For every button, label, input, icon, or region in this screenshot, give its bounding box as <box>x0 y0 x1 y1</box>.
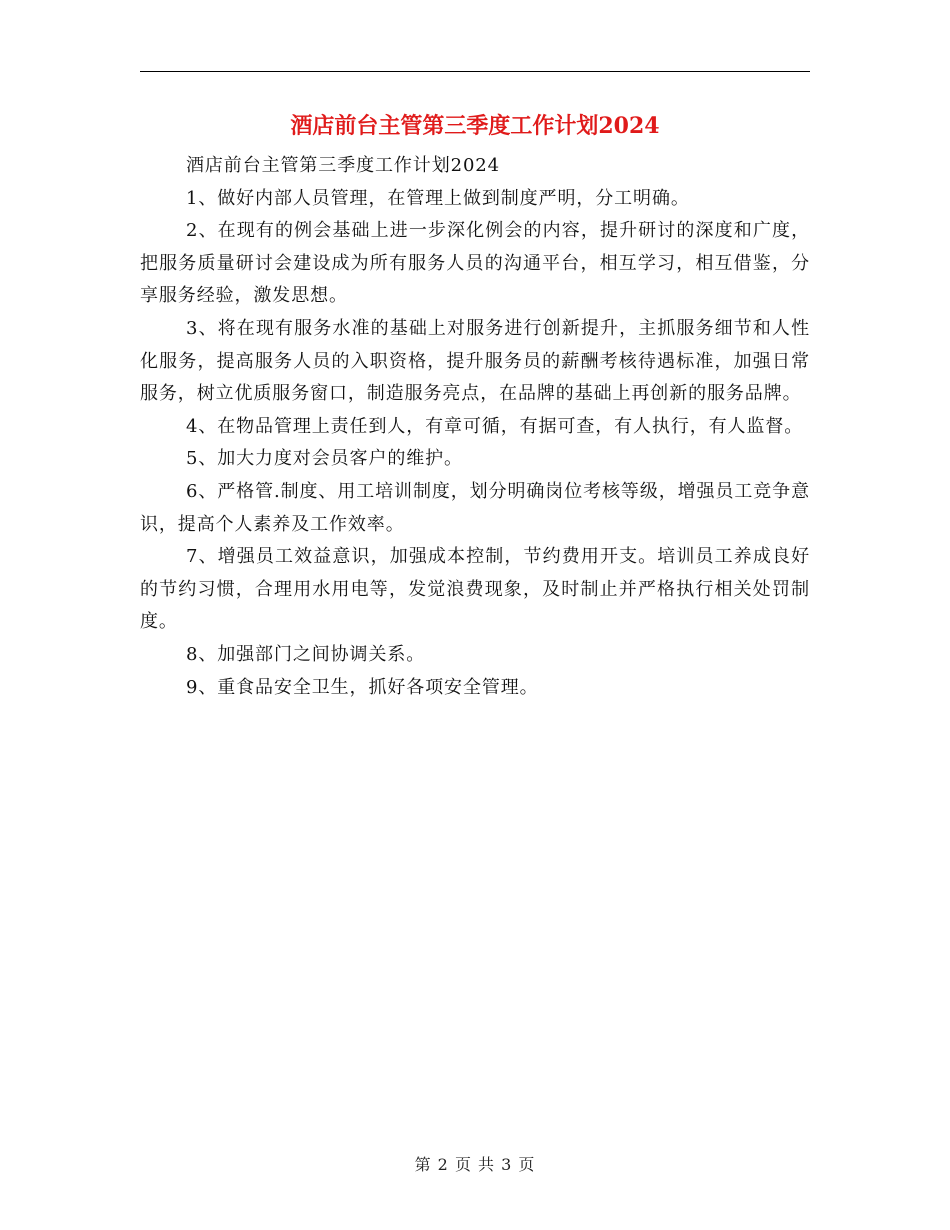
page-number-footer: 第 2 页 共 3 页 <box>414 1155 536 1174</box>
paragraph-9: 9、重食品安全卫生，抓好各项安全管理。 <box>186 676 539 698</box>
document-title: 酒店前台主管第三季度工作计划2024 <box>290 113 660 139</box>
paragraph-5: 5、加大力度对会员客户的维护。 <box>186 448 463 470</box>
document-body <box>140 150 810 704</box>
subtitle-paragraph: 酒店前台主管第三季度工作计划2024 <box>186 155 501 176</box>
header-rule <box>140 71 810 72</box>
paragraph-2: 2、在现有的例会基础上进一步深化例会的内容，提升研讨的深度和广度，把服务质量研讨会建设成为所有服务人员的沟通平台，相互学习，相互借鉴，分享服务经验，激发思想。 <box>140 220 810 307</box>
paragraph-1: 1、做好内部人员管理，在管理上做到制度严明，分工明确。 <box>186 187 690 209</box>
paragraph-7: 7、增强员工效益意识，加强成本控制，节约费用开支。培训员工养成良好的节约习惯，合理用水用电等，发觉浪费现象，及时制止并严格执行相关处罚制度。 <box>140 546 810 633</box>
paragraph-6: 6、严格管.制度、用工培训制度，划分明确岗位考核等级，增强员工竞争意识，提高个人素养及工作效率。 <box>140 480 810 535</box>
paragraph-8: 8、加强部门之间协调关系。 <box>186 643 426 665</box>
paragraph-4: 4、在物品管理上责任到人，有章可循，有据可查，有人执行，有人监督。 <box>186 415 804 437</box>
paragraph-3: 3、将在现有服务水准的基础上对服务进行创新提升，主抓服务细节和人性化服务，提高服务人员的入职资格，提升服务员的薪酬考核待遇标准，加强日常服务，树立优质服务窗口，制造服务亮点，在品牌的基础上再创新的服务品牌。 <box>140 317 810 405</box>
